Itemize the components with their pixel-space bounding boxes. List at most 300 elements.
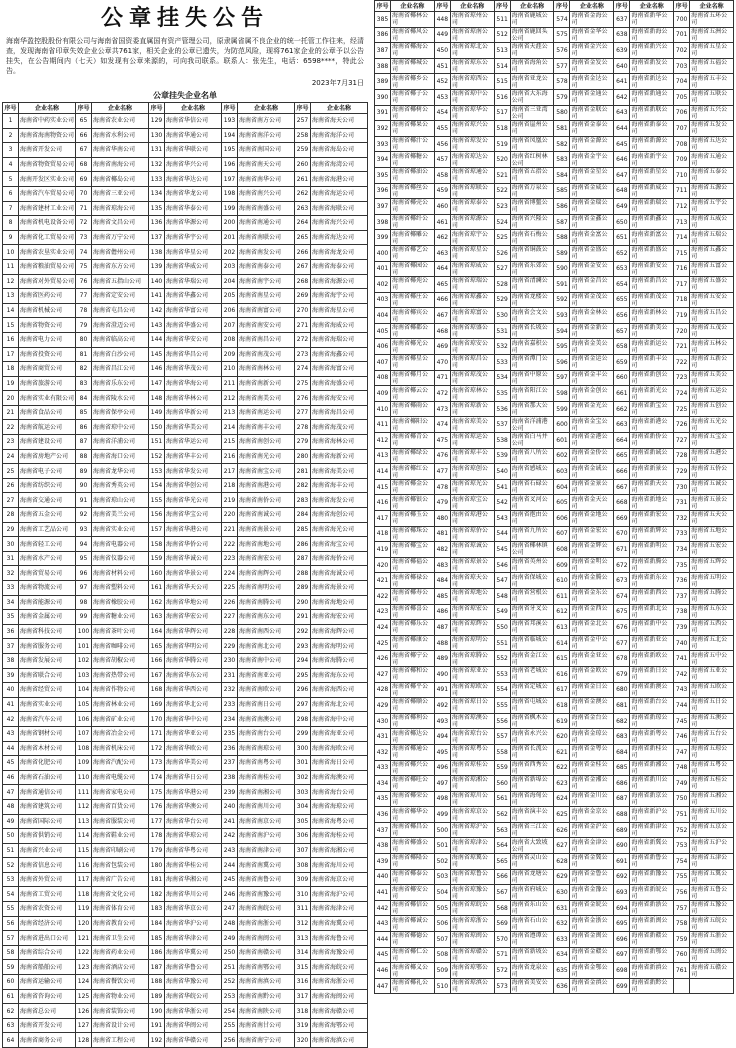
company-name: 海南省矿业公司 — [92, 712, 149, 727]
table-row — [3, 726, 368, 741]
row-number: 416 — [375, 495, 391, 511]
row-number: 259 — [295, 143, 311, 158]
row-number: 666 — [614, 464, 630, 480]
row-number: 58 — [3, 945, 19, 960]
row-number: 624 — [554, 791, 570, 807]
company-name: 海南省海龙公司 — [311, 245, 368, 260]
table-row — [375, 916, 734, 932]
row-number: 229 — [222, 639, 238, 654]
company-name: 海南省新运公司 — [630, 339, 674, 355]
company-name: 海南省五昌公司 — [690, 308, 734, 324]
company-name: 海南省海联公司 — [311, 201, 368, 216]
company-name: 海南省南安公司 — [238, 318, 295, 333]
company-name: 海南省琼达公司 — [450, 152, 494, 168]
row-number: 61 — [3, 989, 19, 1004]
company-name: 海南省椰义公司 — [391, 963, 435, 979]
company-name: 海南省椰安公司 — [391, 885, 435, 901]
row-number: 311 — [295, 902, 311, 917]
company-name: 海南省海日公司 — [311, 756, 368, 771]
company-name: 海南省华亚公司 — [165, 726, 222, 741]
company-name: 海南省贸易公司 — [19, 566, 76, 581]
company-name: 海南省装饰公司 — [92, 1004, 149, 1019]
row-number: 70 — [76, 186, 92, 201]
company-name: 海南省海沪公司 — [311, 887, 368, 902]
company-name: 海南省发展公司 — [19, 653, 76, 668]
company-name: 海南省文化公司 — [92, 887, 149, 902]
company-name: 海南省海林公司 — [311, 435, 368, 450]
row-number: 18 — [3, 362, 19, 377]
company-name: 海南省琼鑫公司 — [450, 292, 494, 308]
row-number: 189 — [149, 989, 165, 1004]
row-number: 501 — [434, 838, 450, 854]
row-number: 224 — [222, 566, 238, 581]
company-name: 海南省南鲁公司 — [238, 872, 295, 887]
row-number: 452 — [434, 74, 450, 90]
table-row — [375, 744, 734, 760]
row-number: 634 — [554, 947, 570, 963]
company-name: 海南省海粤公司 — [311, 814, 368, 829]
company-name: 海南省椰仁公司 — [391, 947, 435, 963]
row-number: 92 — [76, 508, 92, 523]
row-number — [674, 978, 690, 994]
company-name: 海南省琼台公司 — [450, 729, 494, 745]
company-name: 海南省广告公司 — [92, 872, 149, 887]
table-row — [3, 712, 368, 727]
header-name: 企业名称 — [450, 1, 494, 12]
company-name: 海南省金宝公司 — [570, 417, 614, 433]
company-name: 海南省新中公司 — [630, 620, 674, 636]
row-number: 588 — [554, 230, 570, 246]
row-number: 430 — [375, 713, 391, 729]
table-row — [3, 770, 368, 785]
row-number: 495 — [434, 744, 450, 760]
row-number: 193 — [222, 114, 238, 129]
company-name: 海南省五福公司 — [690, 58, 734, 74]
row-number: 155 — [149, 493, 165, 508]
company-name: 海南省五运公司 — [690, 386, 734, 402]
company-name: 海南省琼创公司 — [450, 464, 494, 480]
company-name: 海南省清澜公司 — [510, 277, 554, 293]
row-number: 640 — [614, 58, 630, 74]
company-name: 海南省海津公司 — [311, 902, 368, 917]
company-name: 海南省新沪公司 — [630, 807, 674, 823]
company-name: 海南省龙塘公司 — [510, 869, 554, 885]
company-name: 海南省五诚公司 — [690, 479, 734, 495]
company-name: 海南省金安公司 — [570, 261, 614, 277]
company-name: 海南省南鄂公司 — [238, 960, 295, 975]
row-number: 698 — [614, 963, 630, 979]
row-number: 298 — [295, 712, 311, 727]
row-number: 219 — [222, 493, 238, 508]
row-number: 34 — [3, 595, 19, 610]
row-number: 424 — [375, 620, 391, 636]
row-number: 287 — [295, 551, 311, 566]
row-number: 228 — [222, 624, 238, 639]
company-name: 海南省化工贸易公司 — [19, 230, 76, 245]
company-name: 海南省琼北公司 — [450, 43, 494, 59]
row-number: 319 — [295, 1018, 311, 1033]
table-row — [3, 902, 368, 917]
row-number: 685 — [614, 760, 630, 776]
company-name: 海南省糖业公司 — [92, 610, 149, 625]
company-name: 海南省三江公司 — [510, 822, 554, 838]
company-name: 海南省南兴公司 — [238, 186, 295, 201]
company-name: 海南省海京公司 — [311, 872, 368, 887]
company-name: 海南省新鲁公司 — [630, 854, 674, 870]
row-number: 463 — [434, 245, 450, 261]
company-name: 海南省椰乐公司 — [391, 620, 435, 636]
row-number: 131 — [149, 143, 165, 158]
company-name: 海南省国际公司 — [19, 814, 76, 829]
company-name: 海南省金光公司 — [570, 401, 614, 417]
company-name: 海南省椰云公司 — [391, 386, 435, 402]
row-number: 205 — [222, 289, 238, 304]
row-number: 584 — [554, 167, 570, 183]
row-number: 99 — [76, 610, 92, 625]
table-row — [3, 347, 368, 362]
company-name: 海南省南泰公司 — [238, 259, 295, 274]
row-number: 628 — [554, 854, 570, 870]
company-name: 海南省新湘公司 — [630, 760, 674, 776]
row-number: 528 — [494, 277, 510, 293]
row-number: 563 — [494, 822, 510, 838]
row-number: 557 — [494, 729, 510, 745]
row-number: 387 — [375, 43, 391, 59]
row-number: 129 — [149, 114, 165, 129]
company-name: 海南省南侨公司 — [238, 493, 295, 508]
company-name: 海南省琼美公司 — [450, 417, 494, 433]
company-name: 海南省南东公司 — [238, 610, 295, 625]
company-name: 海南省物资公司 — [19, 318, 76, 333]
company-name: 海南省新闽公司 — [630, 916, 674, 932]
company-name: 海南省海冀公司 — [311, 916, 368, 931]
row-number: 110 — [76, 770, 92, 785]
company-name: 海南省华新公司 — [165, 405, 222, 420]
company-name: 海南省五美公司 — [690, 370, 734, 386]
row-number: 486 — [434, 604, 450, 620]
table-row — [375, 978, 734, 994]
row-number: 694 — [614, 900, 630, 916]
company-name: 海南省南西公司 — [238, 624, 295, 639]
table-row — [3, 624, 368, 639]
table-row — [375, 89, 734, 105]
row-number: 471 — [434, 370, 450, 386]
company-name: 海南省华东公司 — [165, 668, 222, 683]
company-name: 海南省凤凰公司 — [510, 136, 554, 152]
row-number: 605 — [554, 495, 570, 511]
row-number: 659 — [614, 355, 630, 371]
row-number: 532 — [494, 339, 510, 355]
company-name: 海南省海湾公司 — [311, 157, 368, 172]
row-number: 679 — [614, 666, 630, 682]
company-name: 海南省琼宏公司 — [450, 604, 494, 620]
table-row — [3, 858, 368, 873]
row-number: 536 — [494, 401, 510, 417]
row-number: 181 — [149, 872, 165, 887]
row-number: 258 — [295, 128, 311, 143]
row-number: 690 — [614, 838, 630, 854]
row-number: 710 — [674, 167, 690, 183]
company-name: 海南省华泰公司 — [165, 201, 222, 216]
row-number: 161 — [149, 581, 165, 596]
row-number: 273 — [295, 347, 311, 362]
row-number: 274 — [295, 362, 311, 377]
company-name: 海南省五日公司 — [690, 698, 734, 714]
table-row — [3, 1033, 368, 1048]
company-name: 海南省椰油公司 — [391, 167, 435, 183]
row-number: 697 — [614, 947, 630, 963]
company-name: 海南省华冀公司 — [165, 945, 222, 960]
row-number: 290 — [295, 595, 311, 610]
row-number: 79 — [76, 318, 92, 333]
table-row — [375, 963, 734, 979]
company-name: 海南省运输公司 — [19, 975, 76, 990]
row-number: 423 — [375, 604, 391, 620]
row-number: 98 — [76, 595, 92, 610]
company-name: 海南省华瑞公司 — [165, 274, 222, 289]
company-name: 海南省白沙公司 — [92, 347, 149, 362]
row-number: 23 — [3, 435, 19, 450]
row-number: 664 — [614, 433, 630, 449]
company-name: 海南省新茂公司 — [630, 292, 674, 308]
row-number: 152 — [149, 449, 165, 464]
company-name: 海南省琼兴公司 — [450, 121, 494, 137]
header-no: 序号 — [615, 2, 628, 10]
company-name: 海南省物流公司 — [19, 581, 76, 596]
company-name: 海南省新诚公司 — [630, 448, 674, 464]
company-name: 海南省化肥公司 — [19, 756, 76, 771]
row-number: 568 — [494, 900, 510, 916]
row-number: 522 — [494, 183, 510, 199]
company-name: 海南省新日公司 — [630, 666, 674, 682]
company-name: 海南省大东海公司 — [510, 89, 554, 105]
row-number: 459 — [434, 183, 450, 199]
table-row — [3, 405, 368, 420]
row-number: 684 — [614, 744, 630, 760]
company-name: 海南省琼东公司 — [450, 58, 494, 74]
row-number: 157 — [149, 522, 165, 537]
company-name: 海南省新盛公司 — [630, 245, 674, 261]
company-name: 海南省金豫公司 — [570, 885, 614, 901]
table-row — [375, 791, 734, 807]
company-name: 海南省华浙公司 — [165, 1004, 222, 1019]
row-number: 700 — [674, 12, 690, 28]
table-row — [3, 1018, 368, 1033]
company-name: 海南省琼新公司 — [450, 401, 494, 417]
company-name: 海南省金欧公司 — [570, 666, 614, 682]
company-name: 海南省新桂公司 — [630, 744, 674, 760]
row-number: 511 — [494, 12, 510, 28]
row-number: 466 — [434, 292, 450, 308]
row-number: 226 — [222, 595, 238, 610]
company-name: 海南省新滇公司 — [630, 963, 674, 979]
row-number: 54 — [3, 887, 19, 902]
row-number: 214 — [222, 420, 238, 435]
company-name: 海南省金粤公司 — [570, 744, 614, 760]
company-name: 海南省食品公司 — [19, 405, 76, 420]
table-row — [3, 610, 368, 625]
row-number: 233 — [222, 697, 238, 712]
table-row — [375, 214, 734, 230]
company-name: 海南省南宁公司 — [238, 1033, 295, 1048]
row-number: 533 — [494, 355, 510, 371]
row-number: 436 — [375, 807, 391, 823]
company-name: 海南省金浙公司 — [570, 916, 614, 932]
row-number: 140 — [149, 274, 165, 289]
company-name: 海南省铜鼓公司 — [510, 245, 554, 261]
table-row — [375, 121, 734, 137]
company-name: 海南省椰汁公司 — [391, 136, 435, 152]
table-row — [3, 172, 368, 187]
row-number: 138 — [149, 245, 165, 260]
row-number: 304 — [295, 799, 311, 814]
company-name: 海南省华海公司 — [165, 376, 222, 391]
row-number: 527 — [494, 261, 510, 277]
row-number: 631 — [554, 900, 570, 916]
row-number: 67 — [76, 143, 92, 158]
row-number: 636 — [554, 978, 570, 994]
row-number: 669 — [614, 511, 630, 527]
row-number: 86 — [76, 420, 92, 435]
company-name: 海南省新景公司 — [630, 464, 674, 480]
company-name: 海南省保亭公司 — [92, 405, 149, 420]
row-number: 315 — [295, 960, 311, 975]
company-name: 海南省琼中公司 — [450, 89, 494, 105]
row-number: 56 — [3, 916, 19, 931]
row-number: 66 — [76, 128, 92, 143]
company-name: 海南省屯城公司 — [510, 698, 554, 714]
company-name: 海南省海鲁公司 — [311, 931, 368, 946]
row-number: 257 — [295, 114, 311, 129]
company-name: 海南省新联公司 — [630, 105, 674, 121]
company-name: 海南省椰诚公司 — [391, 916, 435, 932]
company-name: 海南省新东公司 — [630, 573, 674, 589]
company-name: 海南省英州公司 — [510, 557, 554, 573]
row-number: 417 — [375, 511, 391, 527]
row-number: 660 — [614, 370, 630, 386]
company-name: 海南省金澳公司 — [570, 698, 614, 714]
company-name: 海南省华发公司 — [165, 464, 222, 479]
row-number: 276 — [295, 391, 311, 406]
row-number: 732 — [674, 511, 690, 527]
table-row — [3, 814, 368, 829]
row-number: 454 — [434, 105, 450, 121]
company-name: 海南省南闽公司 — [238, 931, 295, 946]
row-number: 519 — [494, 136, 510, 152]
row-number: 314 — [295, 945, 311, 960]
company-name: 海南省商贸公司 — [19, 362, 76, 377]
company-name: 海南省海洋公司 — [311, 128, 368, 143]
row-number: 278 — [295, 420, 311, 435]
company-name: 海南省华川公司 — [165, 887, 222, 902]
row-number: 246 — [222, 887, 238, 902]
row-number: 292 — [295, 624, 311, 639]
company-name: 海南省新丰公司 — [630, 355, 674, 371]
company-name: 海南省电器公司 — [92, 537, 149, 552]
left-company-table — [2, 102, 368, 1048]
company-name: 海南省海台公司 — [311, 785, 368, 800]
row-number: 151 — [149, 435, 165, 450]
row-number: 211 — [222, 376, 238, 391]
table-row — [3, 289, 368, 304]
row-number: 613 — [554, 620, 570, 636]
company-name: 海南省金宏公司 — [570, 526, 614, 542]
row-number: 207 — [222, 318, 238, 333]
row-number: 401 — [375, 261, 391, 277]
company-name: 海南省新宝公司 — [630, 401, 674, 417]
company-name: 海南省陵水公司 — [92, 391, 149, 406]
row-number: 691 — [614, 854, 630, 870]
company-name: 海南省实业有限公司 — [19, 391, 76, 406]
company-name: 海南省新星公司 — [630, 167, 674, 183]
company-name: 海南省信息公司 — [19, 858, 76, 873]
row-number: 513 — [494, 43, 510, 59]
row-number: 681 — [614, 698, 630, 714]
row-number: 38 — [3, 653, 19, 668]
row-number: 103 — [76, 668, 92, 683]
company-name: 海南省房地产公司 — [19, 449, 76, 464]
row-number: 254 — [222, 1004, 238, 1019]
row-number: 251 — [222, 960, 238, 975]
row-number: 651 — [614, 230, 630, 246]
company-name: 海南省联合公司 — [19, 668, 76, 683]
table-row — [3, 975, 368, 990]
row-number: 582 — [554, 136, 570, 152]
company-name: 海南省南诚公司 — [238, 508, 295, 523]
company-name: 海南省南景公司 — [238, 522, 295, 537]
row-number: 490 — [434, 666, 450, 682]
row-number: 124 — [76, 975, 92, 990]
company-name: 海南省电缆公司 — [92, 770, 149, 785]
row-number: 484 — [434, 573, 450, 589]
row-number: 16 — [3, 332, 19, 347]
company-name: 海南省琼光公司 — [450, 479, 494, 495]
table-row — [375, 698, 734, 714]
row-number: 173 — [149, 756, 165, 771]
company-name: 海南省海宇公司 — [311, 289, 368, 304]
company-name: 海南省椰旺公司 — [391, 776, 435, 792]
company-name: 海南省新达公司 — [630, 74, 674, 90]
company-name: 海南省华创公司 — [165, 478, 222, 493]
row-number: 49 — [3, 814, 19, 829]
row-number: 551 — [494, 635, 510, 651]
company-name: 海南省椰岛公司 — [92, 172, 149, 187]
table-row — [3, 989, 368, 1004]
company-name: 海南省工程公司 — [92, 1033, 149, 1048]
row-number: 270 — [295, 303, 311, 318]
row-number: 145 — [149, 347, 165, 362]
row-number: 500 — [434, 822, 450, 838]
company-name: 海南省海皖公司 — [311, 960, 368, 975]
company-name: 海南省新津公司 — [630, 822, 674, 838]
row-number: 162 — [149, 595, 165, 610]
company-name: 海南省琼日公司 — [450, 698, 494, 714]
table-row — [3, 829, 368, 844]
row-number: 625 — [554, 807, 570, 823]
company-name: 海南省能源公司 — [19, 595, 76, 610]
row-number: 655 — [614, 292, 630, 308]
company-name: 海南省汽车贸易公司 — [19, 186, 76, 201]
company-name: 海南省五京公司 — [690, 822, 734, 838]
row-number: 313 — [295, 931, 311, 946]
company-name: 海南省五通公司 — [690, 152, 734, 168]
company-name: 海南省胡椒公司 — [92, 653, 149, 668]
company-name: 海南省华南公司 — [92, 143, 149, 158]
company-name: 海南省五闽公司 — [690, 947, 734, 963]
company-name: 海南省海光公司 — [311, 522, 368, 537]
row-number: 170 — [149, 712, 165, 727]
table-row — [375, 620, 734, 636]
